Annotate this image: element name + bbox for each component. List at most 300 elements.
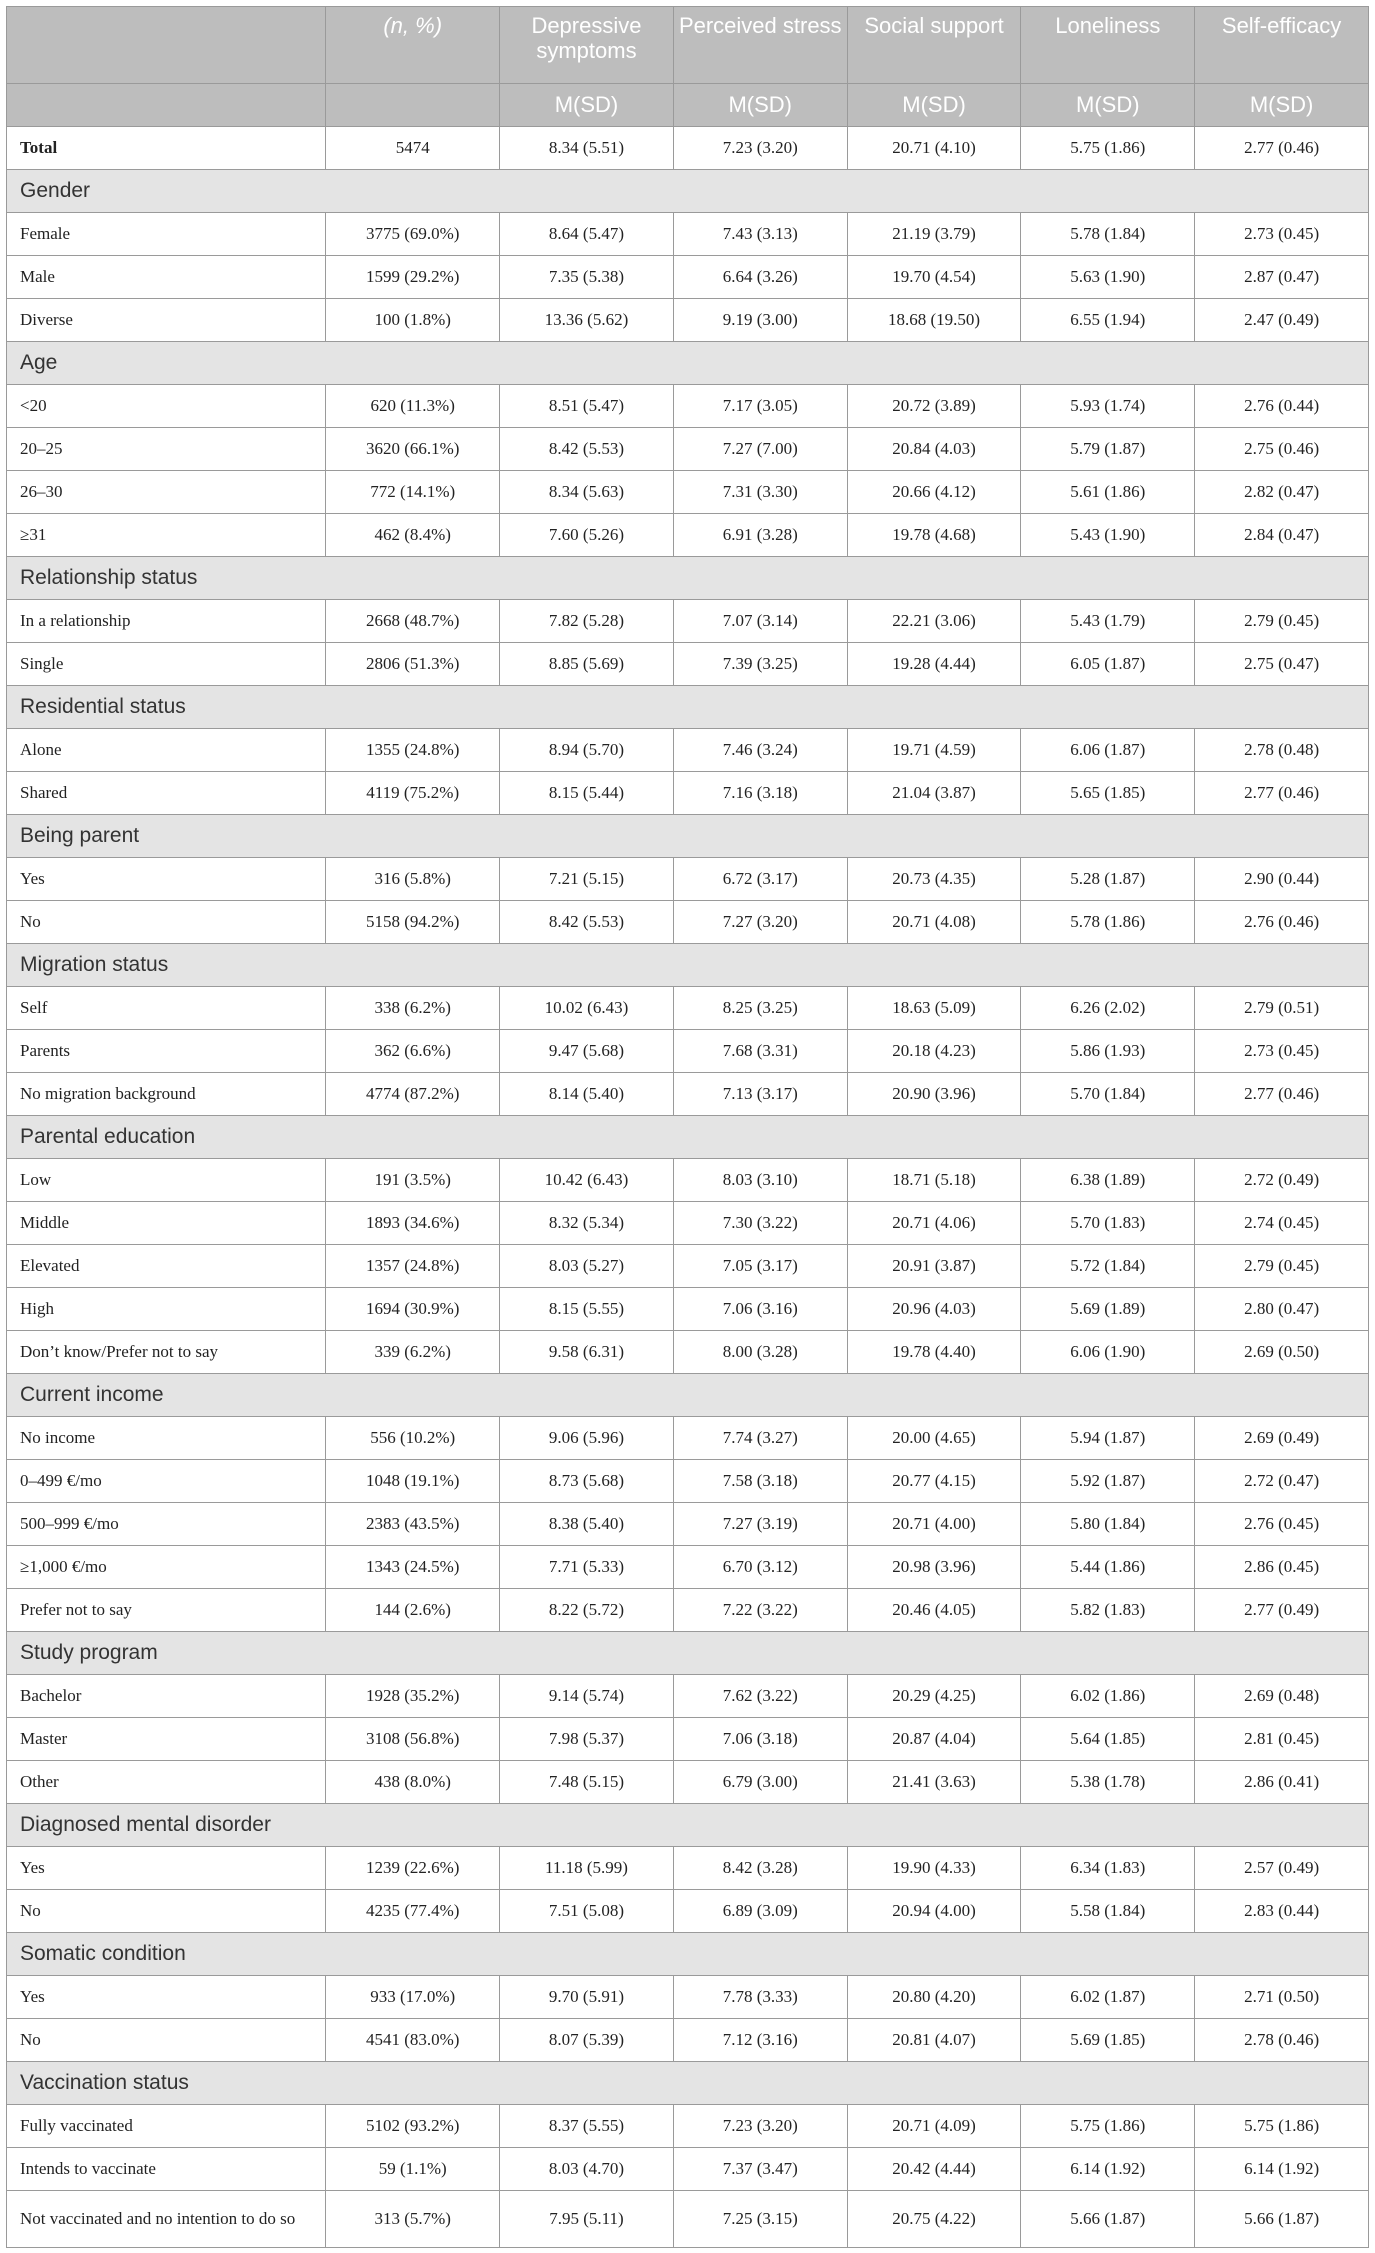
table-cell: 8.34 (5.63) [500, 471, 674, 514]
table-cell: 2.79 (0.45) [1195, 600, 1369, 643]
table-cell: 5.70 (1.84) [1021, 1073, 1195, 1116]
table-cell: 1599 (29.2%) [326, 256, 500, 299]
table-cell: 20.73 (4.35) [847, 858, 1021, 901]
table-cell: 20.81 (4.07) [847, 2019, 1021, 2062]
table-cell: 5.66 (1.87) [1021, 2191, 1195, 2248]
table-cell: 20.00 (4.65) [847, 1417, 1021, 1460]
table-cell: 100 (1.8%) [326, 299, 500, 342]
subheader-cell: M(SD) [673, 84, 847, 127]
section-title: Current income [7, 1374, 1369, 1417]
table-cell: 5.72 (1.84) [1021, 1245, 1195, 1288]
table-cell: 7.39 (3.25) [673, 643, 847, 686]
table-cell: 20.46 (4.05) [847, 1589, 1021, 1632]
table-cell: 5.65 (1.85) [1021, 772, 1195, 815]
section-header-row [7, 557, 1369, 600]
table-cell: 7.12 (3.16) [673, 2019, 847, 2062]
table-cell: 13.36 (5.62) [500, 299, 674, 342]
table-row [7, 1417, 1369, 1460]
table-cell: 7.43 (3.13) [673, 213, 847, 256]
table-row [7, 428, 1369, 471]
table-cell: 18.71 (5.18) [847, 1159, 1021, 1202]
row-label: Female [7, 213, 326, 256]
table-cell: 2668 (48.7%) [326, 600, 500, 643]
table-cell: 1048 (19.1%) [326, 1460, 500, 1503]
section-title: Migration status [7, 944, 1369, 987]
row-label: Alone [7, 729, 326, 772]
row-label: No [7, 2019, 326, 2062]
table-cell: 362 (6.6%) [326, 1030, 500, 1073]
table-cell: 1239 (22.6%) [326, 1847, 500, 1890]
row-label: Single [7, 643, 326, 686]
table-cell: 339 (6.2%) [326, 1331, 500, 1374]
table-row [7, 2105, 1369, 2148]
table-cell: 7.68 (3.31) [673, 1030, 847, 1073]
table-cell: 2.57 (0.49) [1195, 1847, 1369, 1890]
table-container [6, 6, 1369, 2248]
table-cell: 20.18 (4.23) [847, 1030, 1021, 1073]
table-cell: 933 (17.0%) [326, 1976, 500, 2019]
table-cell: 5.94 (1.87) [1021, 1417, 1195, 1460]
table-header [7, 7, 1369, 127]
table-row [7, 643, 1369, 686]
table-cell: 19.28 (4.44) [847, 643, 1021, 686]
subheader-cell [7, 84, 326, 127]
table-cell: 5.43 (1.79) [1021, 600, 1195, 643]
table-cell: 9.19 (3.00) [673, 299, 847, 342]
row-label: Not vaccinated and no intention to do so [7, 2191, 326, 2248]
table-cell: 144 (2.6%) [326, 1589, 500, 1632]
table-cell: 7.74 (3.27) [673, 1417, 847, 1460]
table-cell: 20.77 (4.15) [847, 1460, 1021, 1503]
table-row [7, 858, 1369, 901]
header-row [7, 7, 1369, 84]
table-cell: 8.15 (5.44) [500, 772, 674, 815]
section-header-row [7, 170, 1369, 213]
table-cell: 7.62 (3.22) [673, 1675, 847, 1718]
row-label: No income [7, 1417, 326, 1460]
table-cell: 20.71 (4.10) [847, 127, 1021, 170]
table-cell: 5.79 (1.87) [1021, 428, 1195, 471]
row-label: No migration background [7, 1073, 326, 1116]
table-cell: 2.69 (0.50) [1195, 1331, 1369, 1374]
row-label: 500–999 €/mo [7, 1503, 326, 1546]
table-row [7, 1288, 1369, 1331]
table-cell: 8.14 (5.40) [500, 1073, 674, 1116]
row-label: Elevated [7, 1245, 326, 1288]
table-cell: 5.64 (1.85) [1021, 1718, 1195, 1761]
section-header-row [7, 1374, 1369, 1417]
row-label: 0–499 €/mo [7, 1460, 326, 1503]
table-cell: 2.71 (0.50) [1195, 1976, 1369, 2019]
table-cell: 6.91 (3.28) [673, 514, 847, 557]
table-row [7, 2148, 1369, 2191]
row-label: 26–30 [7, 471, 326, 514]
header-cell-loneliness: Loneliness [1021, 7, 1195, 84]
table-cell: 7.23 (3.20) [673, 127, 847, 170]
table-cell: 10.02 (6.43) [500, 987, 674, 1030]
table-cell: 5.44 (1.86) [1021, 1546, 1195, 1589]
table-cell: 5.61 (1.86) [1021, 471, 1195, 514]
table-cell: 5.66 (1.87) [1195, 2191, 1369, 2248]
table-cell: 1928 (35.2%) [326, 1675, 500, 1718]
table-cell: 2.73 (0.45) [1195, 1030, 1369, 1073]
section-title: Being parent [7, 815, 1369, 858]
table-cell: 8.22 (5.72) [500, 1589, 674, 1632]
section-title: Vaccination status [7, 2062, 1369, 2105]
table-row [7, 1030, 1369, 1073]
header-cell-label [7, 7, 326, 84]
table-cell: 7.25 (3.15) [673, 2191, 847, 2248]
table-cell: 3108 (56.8%) [326, 1718, 500, 1761]
table-cell: 2.77 (0.46) [1195, 127, 1369, 170]
table-cell: 20.84 (4.03) [847, 428, 1021, 471]
table-cell: 19.78 (4.40) [847, 1331, 1021, 1374]
row-label: Low [7, 1159, 326, 1202]
table-row [7, 1245, 1369, 1288]
table-cell: 7.60 (5.26) [500, 514, 674, 557]
header-cell-perceived-stress: Perceived stress [673, 7, 847, 84]
table-cell: 8.64 (5.47) [500, 213, 674, 256]
table-cell: 7.48 (5.15) [500, 1761, 674, 1804]
table-cell: 2.77 (0.46) [1195, 1073, 1369, 1116]
table-cell: 2.72 (0.49) [1195, 1159, 1369, 1202]
table-cell: 22.21 (3.06) [847, 600, 1021, 643]
table-row [7, 213, 1369, 256]
row-label: No [7, 901, 326, 944]
table-cell: 2.83 (0.44) [1195, 1890, 1369, 1933]
table-cell: 6.79 (3.00) [673, 1761, 847, 1804]
table-cell: 6.26 (2.02) [1021, 987, 1195, 1030]
table-cell: 7.35 (5.38) [500, 256, 674, 299]
table-cell: 6.06 (1.90) [1021, 1331, 1195, 1374]
row-label: High [7, 1288, 326, 1331]
table-cell: 8.73 (5.68) [500, 1460, 674, 1503]
table-cell: 5.78 (1.86) [1021, 901, 1195, 944]
table-cell: 7.27 (3.20) [673, 901, 847, 944]
table-cell: 7.51 (5.08) [500, 1890, 674, 1933]
table-cell: 2.79 (0.45) [1195, 1245, 1369, 1288]
subheader-cell: M(SD) [1021, 84, 1195, 127]
table-cell: 8.42 (5.53) [500, 901, 674, 944]
section-header-row [7, 944, 1369, 987]
subheader-cell: M(SD) [500, 84, 674, 127]
table-cell: 2.72 (0.47) [1195, 1460, 1369, 1503]
table-cell: 20.66 (4.12) [847, 471, 1021, 514]
table-cell: 2.76 (0.46) [1195, 901, 1369, 944]
table-cell: 20.71 (4.08) [847, 901, 1021, 944]
table-cell: 4235 (77.4%) [326, 1890, 500, 1933]
table-cell: 2383 (43.5%) [326, 1503, 500, 1546]
table-cell: 6.38 (1.89) [1021, 1159, 1195, 1202]
table-cell: 20.90 (3.96) [847, 1073, 1021, 1116]
table-cell: 2.69 (0.48) [1195, 1675, 1369, 1718]
table-cell: 2.84 (0.47) [1195, 514, 1369, 557]
table-cell: 20.71 (4.06) [847, 1202, 1021, 1245]
table-cell: 2.73 (0.45) [1195, 213, 1369, 256]
table-cell: 5.69 (1.89) [1021, 1288, 1195, 1331]
table-cell: 11.18 (5.99) [500, 1847, 674, 1890]
table-cell: 7.46 (3.24) [673, 729, 847, 772]
table-cell: 3775 (69.0%) [326, 213, 500, 256]
table-cell: 8.85 (5.69) [500, 643, 674, 686]
table-row [7, 729, 1369, 772]
row-label: In a relationship [7, 600, 326, 643]
table-cell: 7.05 (3.17) [673, 1245, 847, 1288]
table-cell: 8.42 (5.53) [500, 428, 674, 471]
row-label: Fully vaccinated [7, 2105, 326, 2148]
header-cell-social-support: Social support [847, 7, 1021, 84]
table-row [7, 256, 1369, 299]
row-label: Master [7, 1718, 326, 1761]
table-row [7, 2019, 1369, 2062]
table-cell: 1343 (24.5%) [326, 1546, 500, 1589]
table-cell: 6.06 (1.87) [1021, 729, 1195, 772]
total-row [7, 127, 1369, 170]
table-cell: 20.29 (4.25) [847, 1675, 1021, 1718]
row-label: ≥1,000 €/mo [7, 1546, 326, 1589]
table-row [7, 385, 1369, 428]
section-header-row [7, 1804, 1369, 1847]
table-cell: 5.38 (1.78) [1021, 1761, 1195, 1804]
table-cell: 20.42 (4.44) [847, 2148, 1021, 2191]
table-cell: 7.16 (3.18) [673, 772, 847, 815]
row-label: Yes [7, 1976, 326, 2019]
table-cell: 6.72 (3.17) [673, 858, 847, 901]
table-cell: 7.37 (3.47) [673, 2148, 847, 2191]
table-cell: 20.71 (4.00) [847, 1503, 1021, 1546]
table-cell: 2.82 (0.47) [1195, 471, 1369, 514]
table-cell: 6.34 (1.83) [1021, 1847, 1195, 1890]
table-cell: 7.17 (3.05) [673, 385, 847, 428]
table-cell: 462 (8.4%) [326, 514, 500, 557]
table-row [7, 987, 1369, 1030]
table-cell: 10.42 (6.43) [500, 1159, 674, 1202]
section-title: Study program [7, 1632, 1369, 1675]
header-cell-self-efficacy: Self-efficacy [1195, 7, 1369, 84]
row-label: Diverse [7, 299, 326, 342]
table-cell: 8.00 (3.28) [673, 1331, 847, 1374]
table-cell: 5158 (94.2%) [326, 901, 500, 944]
table-cell: 8.15 (5.55) [500, 1288, 674, 1331]
row-label: Shared [7, 772, 326, 815]
table-cell: 191 (3.5%) [326, 1159, 500, 1202]
table-cell: 2.77 (0.49) [1195, 1589, 1369, 1632]
table-row [7, 1718, 1369, 1761]
section-header-row [7, 815, 1369, 858]
table-cell: 7.71 (5.33) [500, 1546, 674, 1589]
table-cell: 6.14 (1.92) [1021, 2148, 1195, 2191]
table-row [7, 901, 1369, 944]
row-label: Middle [7, 1202, 326, 1245]
table-cell: 7.95 (5.11) [500, 2191, 674, 2248]
table-cell: 9.06 (5.96) [500, 1417, 674, 1460]
table-cell: 5.58 (1.84) [1021, 1890, 1195, 1933]
table-cell: 2.75 (0.47) [1195, 643, 1369, 686]
row-label: Intends to vaccinate [7, 2148, 326, 2191]
row-label: Prefer not to say [7, 1589, 326, 1632]
table-cell: 9.58 (6.31) [500, 1331, 674, 1374]
table-cell: 6.14 (1.92) [1195, 2148, 1369, 2191]
table-cell: 20.98 (3.96) [847, 1546, 1021, 1589]
table-cell: 1694 (30.9%) [326, 1288, 500, 1331]
row-label: Parents [7, 1030, 326, 1073]
table-cell: 7.06 (3.16) [673, 1288, 847, 1331]
table-row [7, 1460, 1369, 1503]
table-row [7, 772, 1369, 815]
table-cell: 19.78 (4.68) [847, 514, 1021, 557]
table-cell: 6.55 (1.94) [1021, 299, 1195, 342]
table-cell: 7.22 (3.22) [673, 1589, 847, 1632]
table-cell: 2.76 (0.44) [1195, 385, 1369, 428]
row-label: 20–25 [7, 428, 326, 471]
table-cell: 20.75 (4.22) [847, 2191, 1021, 2248]
table-cell: 5.82 (1.83) [1021, 1589, 1195, 1632]
table-cell: 8.37 (5.55) [500, 2105, 674, 2148]
table-cell: 6.89 (3.09) [673, 1890, 847, 1933]
table-cell: 2.81 (0.45) [1195, 1718, 1369, 1761]
table-row [7, 1589, 1369, 1632]
table-cell: 2.86 (0.45) [1195, 1546, 1369, 1589]
table-cell: 5.28 (1.87) [1021, 858, 1195, 901]
row-label: ≥31 [7, 514, 326, 557]
table-cell: 6.05 (1.87) [1021, 643, 1195, 686]
table-cell: 9.14 (5.74) [500, 1675, 674, 1718]
table-cell: 7.06 (3.18) [673, 1718, 847, 1761]
table-row [7, 1331, 1369, 1374]
table-cell: 5.78 (1.84) [1021, 213, 1195, 256]
table-cell: 20.96 (4.03) [847, 1288, 1021, 1331]
subheader-row [7, 84, 1369, 127]
table-cell: 4119 (75.2%) [326, 772, 500, 815]
table-cell: 7.21 (5.15) [500, 858, 674, 901]
table-cell: 7.31 (3.30) [673, 471, 847, 514]
subheader-cell [326, 84, 500, 127]
table-body [7, 127, 1369, 2248]
table-cell: 2.87 (0.47) [1195, 256, 1369, 299]
table-row [7, 471, 1369, 514]
table-cell: 8.51 (5.47) [500, 385, 674, 428]
table-row [7, 1847, 1369, 1890]
table-row [7, 1976, 1369, 2019]
table-cell: 8.94 (5.70) [500, 729, 674, 772]
table-cell: 20.71 (4.09) [847, 2105, 1021, 2148]
table-cell: 5102 (93.2%) [326, 2105, 500, 2148]
table-row [7, 514, 1369, 557]
table-cell: 7.30 (3.22) [673, 1202, 847, 1245]
table-cell: 5.69 (1.85) [1021, 2019, 1195, 2062]
table-cell: 6.64 (3.26) [673, 256, 847, 299]
row-label: Male [7, 256, 326, 299]
table-cell: 3620 (66.1%) [326, 428, 500, 471]
table-cell: 5.93 (1.74) [1021, 385, 1195, 428]
table-cell: 7.07 (3.14) [673, 600, 847, 643]
table-cell: 7.27 (3.19) [673, 1503, 847, 1546]
table-cell: 1355 (24.8%) [326, 729, 500, 772]
descriptive-statistics-table [6, 6, 1369, 2248]
table-cell: 5.43 (1.90) [1021, 514, 1195, 557]
table-cell: 59 (1.1%) [326, 2148, 500, 2191]
table-cell: 5474 [326, 127, 500, 170]
table-cell: 620 (11.3%) [326, 385, 500, 428]
table-cell: 8.25 (3.25) [673, 987, 847, 1030]
table-cell: 2.75 (0.46) [1195, 428, 1369, 471]
table-cell: 5.70 (1.83) [1021, 1202, 1195, 1245]
row-label: No [7, 1890, 326, 1933]
table-cell: 8.34 (5.51) [500, 127, 674, 170]
table-cell: 338 (6.2%) [326, 987, 500, 1030]
table-cell: 556 (10.2%) [326, 1417, 500, 1460]
header-cell-depressive-symptoms: Depressive symptoms [500, 7, 674, 84]
table-cell: 2.78 (0.46) [1195, 2019, 1369, 2062]
table-cell: 8.32 (5.34) [500, 1202, 674, 1245]
section-header-row [7, 1933, 1369, 1976]
table-cell: 18.63 (5.09) [847, 987, 1021, 1030]
table-cell: 21.41 (3.63) [847, 1761, 1021, 1804]
table-cell: 2.79 (0.51) [1195, 987, 1369, 1030]
row-label: Don’t know/Prefer not to say [7, 1331, 326, 1374]
table-row [7, 1546, 1369, 1589]
table-cell: 2.86 (0.41) [1195, 1761, 1369, 1804]
table-cell: 313 (5.7%) [326, 2191, 500, 2248]
table-row [7, 1503, 1369, 1546]
table-cell: 4541 (83.0%) [326, 2019, 500, 2062]
section-title: Age [7, 342, 1369, 385]
table-row [7, 1202, 1369, 1245]
table-cell: 8.03 (4.70) [500, 2148, 674, 2191]
table-cell: 5.80 (1.84) [1021, 1503, 1195, 1546]
table-row [7, 1675, 1369, 1718]
section-title: Relationship status [7, 557, 1369, 600]
section-title: Parental education [7, 1116, 1369, 1159]
table-cell: 316 (5.8%) [326, 858, 500, 901]
table-cell: 8.07 (5.39) [500, 2019, 674, 2062]
table-cell: 9.70 (5.91) [500, 1976, 674, 2019]
table-cell: 7.27 (7.00) [673, 428, 847, 471]
table-cell: 2.76 (0.45) [1195, 1503, 1369, 1546]
table-cell: 7.78 (3.33) [673, 1976, 847, 2019]
table-cell: 5.75 (1.86) [1021, 127, 1195, 170]
table-cell: 20.87 (4.04) [847, 1718, 1021, 1761]
table-cell: 7.58 (3.18) [673, 1460, 847, 1503]
total-label: Total [7, 127, 326, 170]
section-header-row [7, 1116, 1369, 1159]
table-cell: 7.23 (3.20) [673, 2105, 847, 2148]
table-cell: 4774 (87.2%) [326, 1073, 500, 1116]
table-cell: 6.02 (1.86) [1021, 1675, 1195, 1718]
table-cell: 8.42 (3.28) [673, 1847, 847, 1890]
table-cell: 1893 (34.6%) [326, 1202, 500, 1245]
table-cell: 19.70 (4.54) [847, 256, 1021, 299]
table-cell: 772 (14.1%) [326, 471, 500, 514]
table-row [7, 1159, 1369, 1202]
table-cell: 2.80 (0.47) [1195, 1288, 1369, 1331]
table-cell: 19.71 (4.59) [847, 729, 1021, 772]
table-cell: 5.75 (1.86) [1021, 2105, 1195, 2148]
table-cell: 7.98 (5.37) [500, 1718, 674, 1761]
row-label: Yes [7, 858, 326, 901]
section-title: Residential status [7, 686, 1369, 729]
section-header-row [7, 342, 1369, 385]
table-cell: 8.03 (5.27) [500, 1245, 674, 1288]
table-cell: 7.82 (5.28) [500, 600, 674, 643]
table-cell: 7.13 (3.17) [673, 1073, 847, 1116]
table-row [7, 1761, 1369, 1804]
table-row [7, 600, 1369, 643]
table-cell: 8.03 (3.10) [673, 1159, 847, 1202]
table-cell: 20.72 (3.89) [847, 385, 1021, 428]
table-cell: 2.78 (0.48) [1195, 729, 1369, 772]
table-row [7, 299, 1369, 342]
